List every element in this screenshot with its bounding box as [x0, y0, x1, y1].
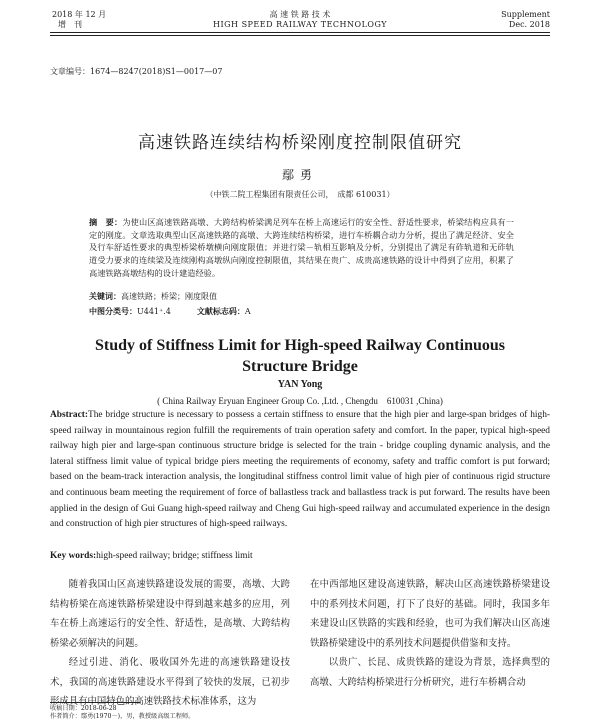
- body-paragraph: 随着我国山区高速铁路建设发展的需要，高墩、大跨结构桥梁在高速铁路桥梁建设中得到越来越多的应用，列车在桥上高速运行的安全性、舒适性，是高墩、大跨结构桥梁必须解决的问题。: [50, 579, 290, 649]
- author-cn: 鄢勇: [281, 168, 318, 182]
- received-date: 收稿日期：2018-06-28: [50, 705, 117, 712]
- keywords-cn: [89, 291, 217, 302]
- author-en: YAN Yong: [277, 379, 323, 390]
- abstract-en: [50, 408, 550, 533]
- author-bio: 作者简介：鄢勇(1970－)，男，教授级高级工程师。: [50, 713, 195, 720]
- header-supplement: Supplement: [501, 10, 550, 19]
- abstract-en-label: Abstract:: [50, 410, 89, 420]
- keywords-cn-label: 关键词：: [89, 292, 121, 301]
- paper-title-en: [0, 335, 600, 377]
- body-paragraph: 在中西部地区建设高速铁路，解决山区高速铁路桥梁建设中的系列技术问题，打下了良好的基础。同时，我国多年来建设山区铁路的实践和经验，也可为我们解决山区高速铁路桥梁建设中的系列技术问题提供借鉴和支持。: [310, 579, 550, 649]
- affiliation-en: ( China Railway Eryuan Engineer Group Co. ,Ltd. , Chengdu 610031 ,China): [157, 396, 443, 406]
- cls-value: U441⁺.4: [137, 307, 171, 316]
- cls-label: 中图分类号：: [89, 307, 137, 316]
- classification-line: [89, 306, 251, 317]
- body-paragraph: 经过引进、消化、吸收国外先进的高速铁路建设技术，我国的高速铁路建设水平得到了较快的发展，已初步形成具有中国特色的高速铁路技术标准体系，这为: [50, 657, 290, 707]
- journal-name-en: HIGH SPEED RAILWAY TECHNOLOGY: [213, 20, 387, 29]
- keywords-en: [50, 551, 253, 561]
- paper-title-en-line2: Structure Bridge: [242, 358, 358, 375]
- journal-name-cn: 高 速 铁 路 技 术: [269, 10, 331, 19]
- paper-title-en-line1: Study of Stiffness Limit for High-speed Railway Continuous: [95, 337, 505, 354]
- keywords-en-text: high-speed railway; bridge; stiffness limit: [96, 551, 253, 561]
- keywords-en-label: Key words:: [50, 551, 97, 561]
- body-paragraph: 以贵广、长昆、成贵铁路的建设为背景，选择典型的高墩、大跨结构桥梁进行分析研究，进行车桥耦合动: [310, 657, 550, 688]
- header-rule: [50, 32, 550, 33]
- keywords-cn-text: 高速铁路；桥梁；刚度限值: [121, 292, 217, 301]
- doc-code-value: A: [244, 307, 251, 316]
- abstract-cn: [89, 216, 514, 280]
- paper-title-cn: 高速铁路连续结构桥梁刚度控制限值研究: [138, 133, 462, 153]
- header-date: 2018 年 12 月: [52, 10, 107, 19]
- abstract-cn-text: 为使山区高速铁路高墩、大跨结构桥梁满足列车在桥上高速运行的安全性、舒适性要求，桥梁结构应具有一定的刚度。文章选取典型山区高速铁路的高墩、大跨连续结构桥梁，进行车桥耦合动力分析，提出了满足经济、安全及行车舒适性要求的典型桥梁桥墩横向刚度限值；并进行梁－轨相互影响及分析，分别提出了满足有砟轨道和无砟轨道受力要求的连续梁及连续刚构高墩纵向刚度控制限值，其结果在贵广、成贵高速铁路的设计中得到了应用，积累了高速铁路高墩结构的设计建造经验。: [89, 217, 514, 278]
- footnote: [50, 705, 290, 721]
- header-month: Dec. 2018: [508, 20, 550, 29]
- header-issue: 增 刊: [58, 20, 82, 29]
- body-column-left: [50, 575, 290, 712]
- article-number: 文章编号：1674—8247(2018)S1—0017—07: [50, 67, 223, 76]
- running-header-right: [501, 10, 550, 30]
- footnote-rule: [50, 702, 140, 703]
- affiliation-cn: （中铁二院工程集团有限责任公司， 成都 610031）: [205, 190, 395, 199]
- body-column-right: [310, 575, 550, 692]
- abstract-en-text: The bridge structure is necessary to possess a certain stiffness to ensure that the high pier and large-span bridges of high-speed railway in mountainous region fulfill the requirements of train operation safety and comfort. In the paper, typical high-speed railway high pier and large-span continuous structure bridge is selected for the train - bridge coupling dynamic analysis, and the lateral stiffness limit value of typical bridge piers meeting the requirements of economy, safety and traffic comfort is put forward; based on the beam-track interaction analysis, the longitudinal stiffness control limit value of high pier of continuous rigid structure and continuous beam meeting the requirement of force of ballastless track and ballastless track is put forward. The results have been applied in the design of Gui Guang high-speed railway and Cheng Gui high-speed railway and accumulated experience in the design and construction of high pier structures of high-speed railways.: [50, 410, 550, 530]
- header-rule-thin: [50, 35, 550, 36]
- abstract-cn-label: 摘 要：: [89, 217, 123, 227]
- doc-code-label: 文献标志码：: [196, 307, 245, 316]
